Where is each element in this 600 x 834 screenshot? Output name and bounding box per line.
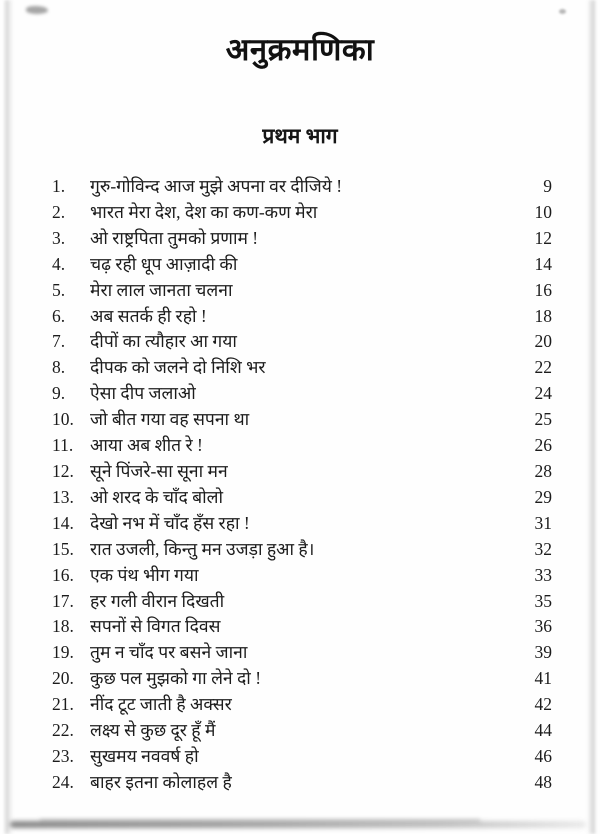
entry-page: 18: [534, 305, 552, 326]
toc-entry: [52, 381, 552, 407]
entry-number: 9.: [52, 383, 66, 404]
entry-number: 11.: [52, 435, 74, 456]
page-title: अनुक्रमणिका: [225, 32, 375, 67]
entry-title: लक्ष्य से कुछ दूर हूँ मैं: [90, 720, 216, 741]
entry-title: एक पंथ भीग गया: [90, 564, 199, 585]
entry-title: बाहर इतना कोलाहल है: [90, 771, 232, 792]
entry-title: ओ राष्ट्रपिता तुमको प्रणाम !: [90, 227, 259, 248]
entry-number: 21.: [52, 694, 74, 715]
entry-title: रात उजली, किन्तु मन उजड़ा हुआ है।: [90, 538, 315, 559]
toc-entry: [52, 770, 552, 796]
entry-number: 6.: [52, 305, 66, 326]
entry-title: दीपों का त्यौहार आ गया: [90, 331, 237, 352]
toc-entry: [52, 485, 552, 511]
entry-page: 33: [534, 564, 552, 585]
entry-number: 22.: [52, 720, 74, 741]
entry-title: दीपक को जलने दो निशि भर: [90, 357, 266, 378]
entry-number: 24.: [52, 771, 74, 792]
entry-title: मेरा लाल जानता चलना: [90, 279, 233, 300]
entry-number: 5.: [52, 279, 66, 300]
entry-page: 22: [534, 357, 552, 378]
toc-list: [52, 174, 552, 796]
toc-entry: [52, 433, 552, 459]
toc-entry: [52, 563, 552, 589]
entry-number: 15.: [52, 538, 74, 559]
entry-title: देखो नभ में चाँद हँस रहा !: [90, 512, 250, 533]
scan-edge-bottom: [10, 821, 586, 828]
toc-entry: [52, 640, 552, 666]
toc-entry: [52, 407, 552, 433]
toc-entry: [52, 329, 552, 355]
entry-number: 18.: [52, 616, 74, 637]
entry-number: 19.: [52, 642, 74, 663]
toc-entry: [52, 355, 552, 381]
toc-entry: [52, 459, 552, 485]
toc-entry: [52, 304, 552, 330]
toc-entry: [52, 537, 552, 563]
entry-page: 26: [534, 435, 552, 456]
entry-number: 8.: [52, 357, 66, 378]
entry-page: 10: [534, 201, 552, 222]
entry-title: कुछ पल मुझको गा लेने दो !: [90, 668, 262, 689]
toc-entry: [52, 692, 552, 718]
entry-page: 9: [543, 176, 552, 196]
entry-page: 31: [534, 512, 552, 533]
entry-page: 25: [534, 409, 552, 430]
entry-page: 48: [534, 771, 552, 792]
toc-entry: [52, 718, 552, 744]
entry-page: 24: [534, 383, 552, 404]
toc-entry: [52, 744, 552, 770]
entry-title: सुखमय नववर्ष हो: [90, 745, 199, 766]
entry-title: चढ़ रही धूप आज़ादी की: [90, 253, 238, 274]
entry-page: 41: [534, 668, 552, 689]
entry-page: 44: [534, 720, 552, 741]
entry-title: गुरु-गोविन्द आज मुझे अपना वर दीजिये !: [90, 176, 343, 196]
toc-entry: [52, 666, 552, 692]
entry-page: 32: [534, 538, 552, 559]
scan-edge-bottom-shadow: [40, 819, 480, 822]
entry-number: 2.: [52, 201, 66, 222]
entry-number: 1.: [52, 176, 66, 196]
entry-number: 3.: [52, 227, 66, 248]
entry-title: ऐसा दीप जलाओ: [90, 383, 196, 404]
entry-title: सपनों से विगत दिवस: [90, 616, 221, 637]
toc-entry: [52, 226, 552, 252]
entry-number: 7.: [52, 331, 66, 352]
section-heading: प्रथम भाग: [262, 124, 338, 148]
entry-page: 20: [534, 331, 552, 352]
entry-page: 14: [534, 253, 552, 274]
toc-entry: [52, 252, 552, 278]
entry-number: 17.: [52, 590, 74, 611]
entry-title: ओ शरद के चाँद बोलो: [90, 486, 224, 507]
entry-title: नींद टूट जाती है अक्सर: [90, 694, 232, 715]
entry-title: भारत मेरा देश, देश का कण-कण मेरा: [90, 201, 318, 222]
toc-entry: [52, 174, 552, 200]
entry-title: जो बीत गया वह सपना था: [90, 409, 250, 430]
entry-title: सूने पिंजरे-सा सूना मन: [90, 460, 228, 481]
toc-entry: [52, 511, 552, 537]
entry-number: 4.: [52, 253, 66, 274]
entry-number: 20.: [52, 668, 74, 689]
entry-number: 16.: [52, 564, 74, 585]
entry-title: तुम न चाँद पर बसने जाना: [90, 642, 248, 663]
toc-entry: [52, 589, 552, 615]
entry-number: 10.: [52, 409, 74, 430]
toc-entry: [52, 278, 552, 304]
entry-number: 13.: [52, 486, 74, 507]
entry-number: 14.: [52, 512, 74, 533]
toc-entry: [52, 200, 552, 226]
toc-entry: [52, 614, 552, 640]
entry-page: 29: [534, 486, 552, 507]
entry-page: 36: [534, 616, 552, 637]
entry-title: हर गली वीरान दिखती: [90, 590, 225, 611]
entry-page: 42: [534, 694, 552, 715]
entry-number: 12.: [52, 460, 74, 481]
entry-title: आया अब शीत रे !: [90, 435, 203, 456]
entry-page: 16: [534, 279, 552, 300]
entry-number: 23.: [52, 745, 74, 766]
entry-page: 35: [534, 590, 552, 611]
entry-page: 12: [534, 227, 552, 248]
entry-page: 28: [534, 460, 552, 481]
entry-page: 46: [534, 745, 552, 766]
entry-page: 39: [534, 642, 552, 663]
entry-title: अब सतर्क ही रहो !: [90, 305, 207, 326]
